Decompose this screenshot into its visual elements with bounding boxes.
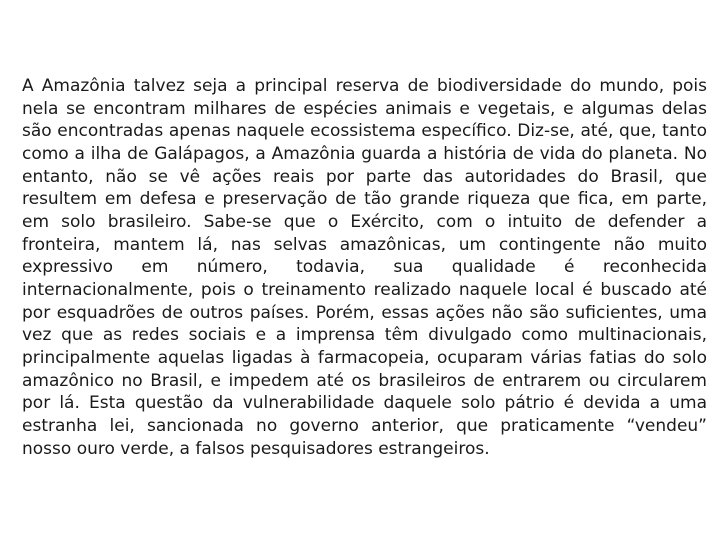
body-paragraph: A Amazônia talvez seja a principal reserva de biodiversidade do mundo, pois nela se encontram milhares de espécies animais e vegetais, e algumas delas são encontradas apenas naquele ecossistema específico. Diz-se, até, que, tanto como a ilha de Galápagos, a Amazônia guarda a história de vida do planeta. No entanto, não se vê ações reais por parte das autoridades do Brasil, que resultem em defesa e preservação de tão grande riqueza que fica, em parte, em solo brasileiro. Sabe-se que o Exército, com o intuito de defender a fronteira, mantem lá, nas selvas amazônicas, um contingente não muito expressivo em número, todavia, sua qualidade é reconhecida internacionalmente, pois o treinamento realizado naquele local é buscado até por esquadrões de outros países. Porém, essas ações não são suficientes, uma vez que as redes sociais e a imprensa têm divulgado como multinacionais, principalmente aquelas ligadas à farmacopeia, ocuparam várias fatias do solo amazônico no Brasil, e impedem até os brasileiros de entrarem ou circularem por lá. Esta questão da vulnerabilidade daquele solo pátrio é devida a uma estranha lei, sancionada no governo anterior, que praticamente “vendeu” nosso ouro verde, a falsos pesquisadores estrangeiros.: [22, 76, 707, 459]
